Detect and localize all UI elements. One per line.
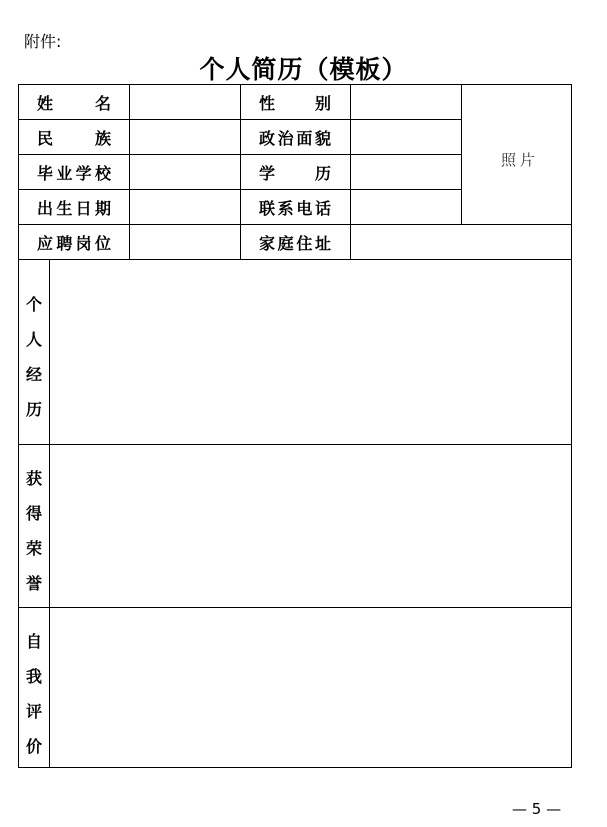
row-line — [19, 259, 571, 260]
photo-placeholder: 照片 — [501, 151, 540, 169]
col-line — [240, 85, 241, 259]
resume-table — [18, 84, 572, 768]
school-label: 毕 业 学 校 — [37, 163, 111, 183]
education-label: 学 历 — [259, 163, 331, 183]
ethnicity-label: 民 族 — [37, 128, 111, 148]
political-status-label: 政 治 面 貌 — [259, 128, 331, 148]
row-line — [19, 607, 571, 608]
experience-label: 个 人 经 历 — [25, 295, 42, 419]
col-line — [129, 85, 130, 259]
birthdate-label: 出 生 日 期 — [37, 198, 111, 218]
col-line — [49, 259, 50, 767]
col-line — [461, 85, 462, 224]
col-line — [350, 85, 351, 259]
address-label: 家 庭 住 址 — [259, 233, 331, 253]
honors-label: 获 得 荣 誉 — [25, 469, 42, 593]
page-title: 个人简历（模板） — [199, 55, 408, 84]
row-line — [19, 444, 571, 445]
name-label: 姓 名 — [37, 93, 111, 113]
gender-label: 性 别 — [259, 93, 331, 113]
position-label: 应 聘 岗 位 — [37, 233, 111, 253]
page-number: — 5 — — [512, 800, 562, 818]
phone-label: 联 系 电 话 — [259, 198, 331, 218]
attachment-label: 附件: — [24, 32, 62, 51]
self-evaluation-label: 自 我 评 价 — [25, 632, 42, 756]
